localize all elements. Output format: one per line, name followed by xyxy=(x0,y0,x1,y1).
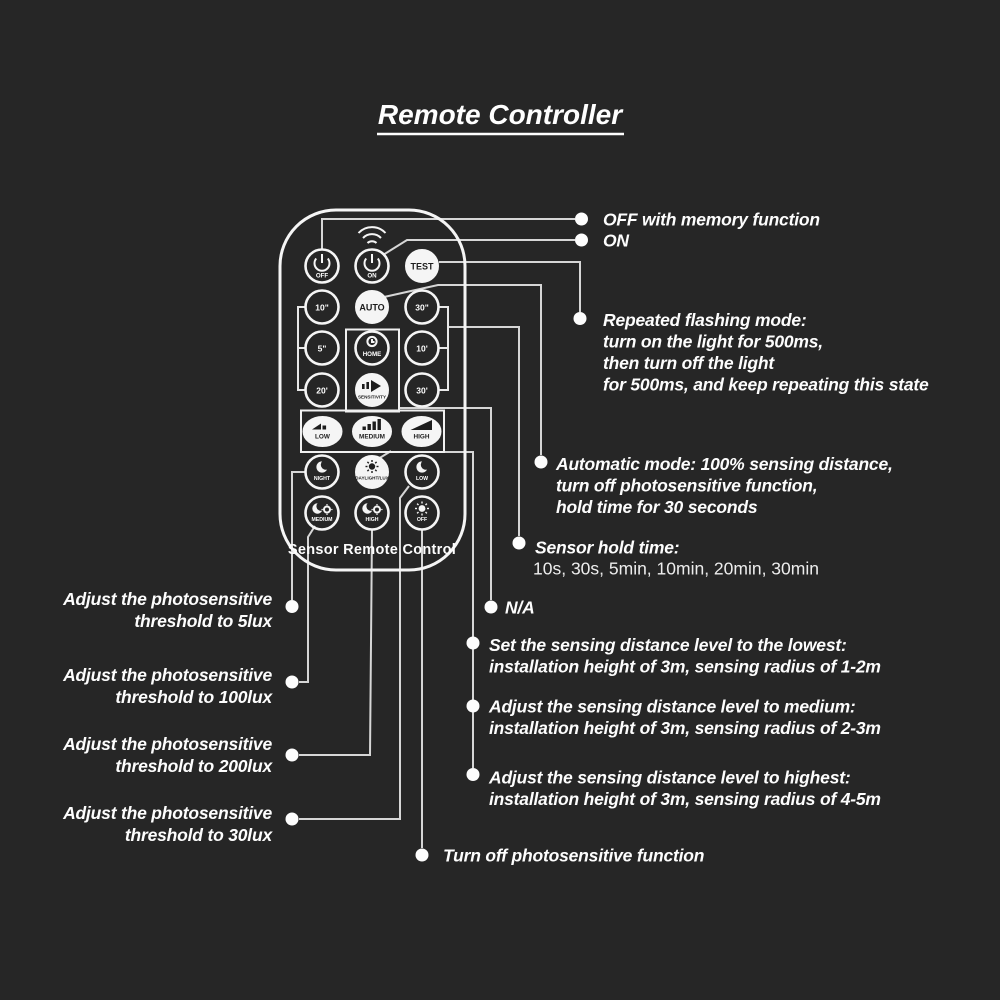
callout-dot xyxy=(535,456,548,469)
clock-icon xyxy=(367,337,376,346)
button-distance-low-label: LOW xyxy=(315,433,330,441)
button-night[interactable] xyxy=(306,456,339,489)
annotation-line: installation height of 3m, sensing radius of 1-2m xyxy=(489,656,881,677)
button-auto[interactable] xyxy=(356,291,389,324)
annotation-distance-lowest xyxy=(489,635,881,677)
callout-dot xyxy=(416,849,429,862)
button-10m-label: 10' xyxy=(416,343,428,354)
connector-off xyxy=(322,219,575,250)
button-10s[interactable] xyxy=(306,291,339,324)
button-lux-off-label: OFF xyxy=(416,517,428,523)
button-lux-medium[interactable] xyxy=(306,497,339,530)
annotation-hold-time xyxy=(533,538,819,579)
button-home[interactable] xyxy=(356,332,389,365)
button-20m[interactable] xyxy=(306,374,339,407)
annotation-lux200 xyxy=(62,734,273,776)
callout-dot xyxy=(286,749,299,762)
connector-hold-time xyxy=(448,327,519,536)
button-off[interactable] xyxy=(306,250,339,283)
button-20m-label: 20' xyxy=(316,385,328,396)
annotation-line: installation height of 3m, sensing radius of 2-3m xyxy=(489,718,881,738)
annotation-line: threshold to 100lux xyxy=(115,687,272,707)
annotation-line: N/A xyxy=(505,597,535,618)
callout-dot xyxy=(286,600,299,613)
button-distance-medium[interactable] xyxy=(353,417,392,447)
annotation-off-memory xyxy=(603,210,820,230)
annotation-line: turn off photosensitive function, xyxy=(556,475,818,496)
annotation-line: for 500ms, and keep repeating this state xyxy=(603,374,929,395)
button-30s[interactable] xyxy=(406,291,439,324)
annotation-line: Turn off photosensitive function xyxy=(443,845,705,866)
button-sensitivity-label: SENSITIVITY xyxy=(357,394,387,400)
connector-distance-levels xyxy=(444,452,473,768)
annotation-line: Adjust the sensing distance level to highest: xyxy=(489,767,851,788)
annotation-line: Automatic mode: 100% sensing distance, xyxy=(556,454,893,474)
button-distance-low[interactable] xyxy=(303,417,342,447)
annotation-line: Adjust the photosensitive xyxy=(63,734,272,754)
annotation-line: Sensor hold time: xyxy=(535,537,680,558)
power-icon xyxy=(365,254,380,271)
button-lux-medium-label: MEDIUM xyxy=(311,517,333,523)
moon-icon xyxy=(416,460,430,473)
annotation-line: threshold to 30lux xyxy=(124,825,272,845)
annotation-line: ON xyxy=(603,230,629,251)
annotation-line: turn on the light for 500ms, xyxy=(603,331,823,352)
remote-label: Sensor Remote Control xyxy=(287,542,457,558)
button-home-label: HOME xyxy=(362,351,382,358)
page-title: Remote Controller xyxy=(377,99,623,130)
annotation-line: hold time for 30 seconds xyxy=(556,497,758,517)
button-lux-high-label: HIGH xyxy=(365,517,379,523)
button-daylight-lux[interactable] xyxy=(355,456,389,489)
button-on-label: ON xyxy=(367,272,377,280)
wifi-icon xyxy=(359,227,386,243)
button-night-label: NIGHT xyxy=(313,476,331,482)
moon-sun-icon xyxy=(312,502,332,515)
connector-test xyxy=(439,262,580,312)
annotation-subline: 10s, 30s, 5min, 10min, 20min, 30min xyxy=(533,558,819,579)
annotation-lux5 xyxy=(62,589,273,631)
power-icon xyxy=(315,254,330,271)
callout-dot xyxy=(575,213,588,226)
button-30m[interactable] xyxy=(406,374,439,407)
button-off-label: OFF xyxy=(315,272,329,280)
annotation-na xyxy=(505,598,535,618)
button-test-label: TEST xyxy=(410,261,434,272)
callout-dot xyxy=(286,676,299,689)
annotation-lux30 xyxy=(62,803,273,845)
annotation-line: threshold to 5lux xyxy=(134,611,272,631)
button-lux-low-label: LOW xyxy=(415,476,429,482)
button-on[interactable] xyxy=(356,250,389,283)
button-lux-off[interactable] xyxy=(406,497,439,530)
button-10s-label: 10" xyxy=(315,302,329,313)
button-lux-low[interactable] xyxy=(406,456,439,489)
callout-dot xyxy=(485,601,498,614)
callout-dot xyxy=(575,234,588,247)
button-distance-high-label: HIGH xyxy=(413,433,430,441)
button-test[interactable] xyxy=(406,250,439,283)
sun-icon xyxy=(366,460,379,473)
annotation-line: installation height of 3m, sensing radius of 4-5m xyxy=(489,789,881,809)
callout-dot xyxy=(467,637,480,650)
annotation-lux100 xyxy=(62,665,273,707)
annotation-line: Adjust the photosensitive xyxy=(63,803,272,823)
annotation-line: OFF with memory function xyxy=(603,209,820,230)
annotation-line: Adjust the photosensitive xyxy=(63,665,272,685)
annotation-line: Adjust the photosensitive xyxy=(63,589,272,609)
annotation-line: Adjust the sensing distance level to medium: xyxy=(489,696,856,717)
callout-dot xyxy=(286,813,299,826)
button-5s[interactable] xyxy=(306,332,339,365)
annotation-photo-off xyxy=(443,846,704,866)
annotation-line: Repeated flashing mode: xyxy=(603,310,807,330)
callout-dot xyxy=(574,312,587,325)
callout-dot xyxy=(513,537,526,550)
annotation-distance-medium xyxy=(488,697,881,739)
button-distance-medium-label: MEDIUM xyxy=(359,433,385,441)
button-lux-high[interactable] xyxy=(356,497,389,530)
connector-low-30lux xyxy=(299,486,409,819)
annotation-line: then turn off the light xyxy=(603,353,775,373)
callout-dot xyxy=(467,700,480,713)
button-sensitivity[interactable] xyxy=(356,374,389,407)
annotation-flashing-mode xyxy=(603,310,929,395)
connector-night-5lux xyxy=(292,472,306,600)
annotation-line: threshold to 200lux xyxy=(115,756,272,776)
button-daylight-lux-label: DAYLIGHT/LUX xyxy=(355,475,389,481)
button-30m-label: 30' xyxy=(416,385,428,396)
annotation-distance-highest xyxy=(488,768,881,810)
button-auto-label: AUTO xyxy=(359,302,385,313)
remote-body xyxy=(280,210,465,570)
sun-icon xyxy=(415,502,429,516)
callout-dot xyxy=(467,768,480,781)
button-5s-label: 5" xyxy=(317,343,327,354)
annotation-on xyxy=(603,231,629,251)
moon-sun-icon xyxy=(362,502,382,515)
moon-icon xyxy=(316,460,330,473)
button-30s-label: 30" xyxy=(415,302,429,313)
button-10m[interactable] xyxy=(406,332,439,365)
annotation-line: Set the sensing distance level to the lowest: xyxy=(489,635,847,655)
button-distance-high[interactable] xyxy=(402,417,441,447)
annotation-automatic-mode xyxy=(555,454,893,517)
